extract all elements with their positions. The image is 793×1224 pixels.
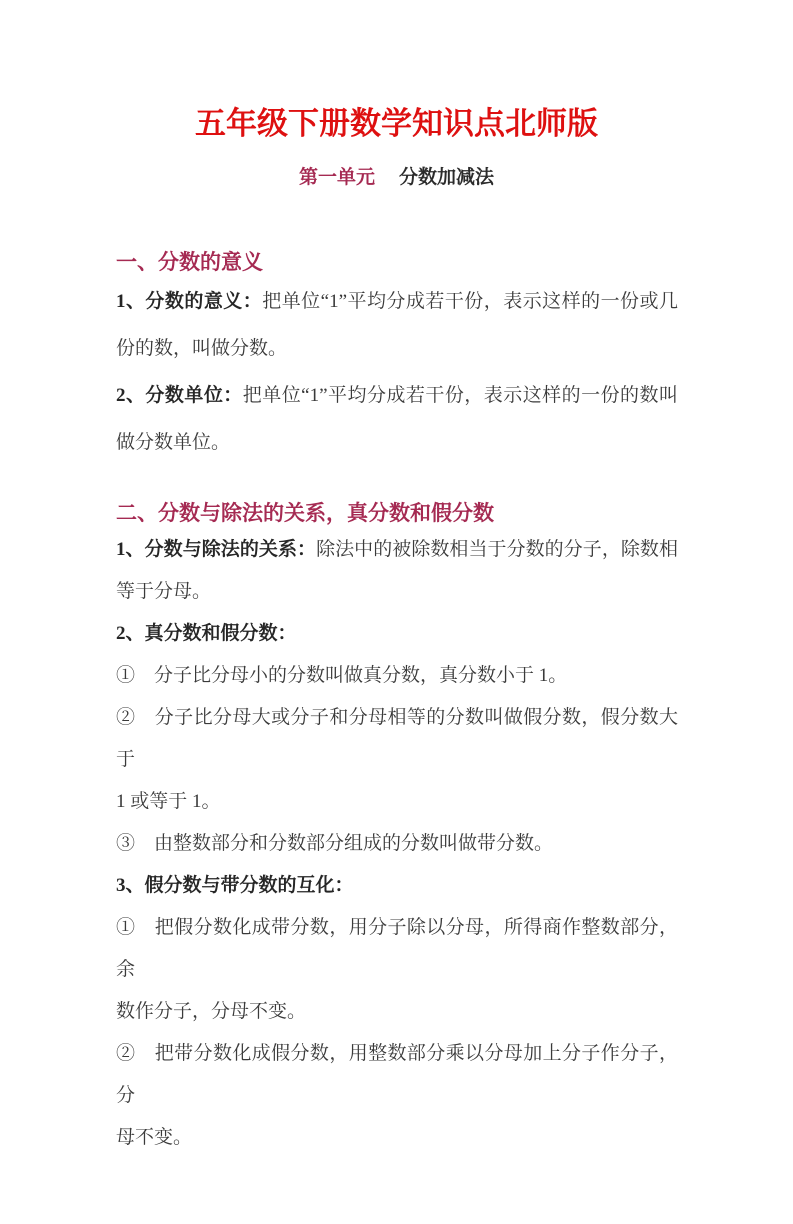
- bold-text-segment: 2、分数单位：: [116, 385, 243, 406]
- text-line: [116, 613, 678, 655]
- text-line: [116, 781, 678, 823]
- text-line: [116, 529, 678, 571]
- document-body: [116, 248, 678, 1159]
- text-line: [116, 1033, 678, 1117]
- document-title: 五年级下册数学知识点北师版: [195, 106, 598, 141]
- text-line: [116, 697, 678, 781]
- text-segment: ③ 由整数部分和分数部分组成的分数叫做带分数。: [116, 833, 554, 854]
- text-segment: 把单位“1”平均分成若干份，表示这样的一份的数叫: [242, 385, 678, 406]
- text-segment: ② 把带分数化成假分数，用整数部分乘以分母加上分子作分子，分: [116, 1043, 678, 1106]
- text-line: [116, 571, 678, 613]
- document-page: [0, 102, 793, 1224]
- section-heading: 二、分数与除法的关系，真分数和假分数: [116, 502, 494, 525]
- text-line: [116, 823, 678, 865]
- section: [116, 248, 678, 466]
- text-line: [116, 419, 678, 466]
- text-line: [116, 372, 678, 419]
- text-segment: 份的数，叫做分数。: [116, 338, 288, 359]
- text-line: [116, 865, 678, 907]
- text-segment: 数作分子，分母不变。: [116, 1001, 307, 1022]
- text-segment: 母不变。: [116, 1127, 193, 1148]
- text-line: [116, 278, 678, 325]
- text-segment: ① 把假分数化成带分数，用分子除以分母，所得商作整数部分，余: [116, 917, 678, 980]
- bold-text-segment: 1、分数的意义：: [116, 291, 263, 312]
- bold-text-segment: 2、真分数和假分数：: [116, 623, 297, 644]
- text-segment: ① 分子比分母小的分数叫做真分数，真分数小于 1。: [116, 665, 568, 686]
- text-segment: 把单位“1”平均分成若干份，表示这样的一份或几: [262, 291, 678, 312]
- text-segment: ② 分子比分母大或分子和分母相等的分数叫做假分数，假分数大于: [116, 707, 678, 770]
- text-segment: 等于分母。: [116, 581, 212, 602]
- document-subtitle: [0, 164, 793, 192]
- text-line: [116, 325, 678, 372]
- text-segment: 除法中的被除数相当于分数的分子，除数相: [316, 539, 678, 560]
- text-line: [116, 655, 678, 697]
- text-segment: 做分数单位。: [116, 432, 231, 453]
- unit-label: 第一单元: [298, 167, 375, 188]
- text-line: [116, 991, 678, 1033]
- subtitle-topic: 分数加减法: [399, 167, 495, 188]
- section-heading: 一、分数的意义: [116, 251, 263, 274]
- text-line: [116, 1117, 678, 1159]
- section: [116, 499, 678, 1159]
- bold-text-segment: 1、分数与除法的关系：: [116, 539, 317, 560]
- bold-text-segment: 3、假分数与带分数的互化：: [116, 875, 354, 896]
- text-segment: 1 或等于 1。: [116, 791, 221, 812]
- text-line: [116, 907, 678, 991]
